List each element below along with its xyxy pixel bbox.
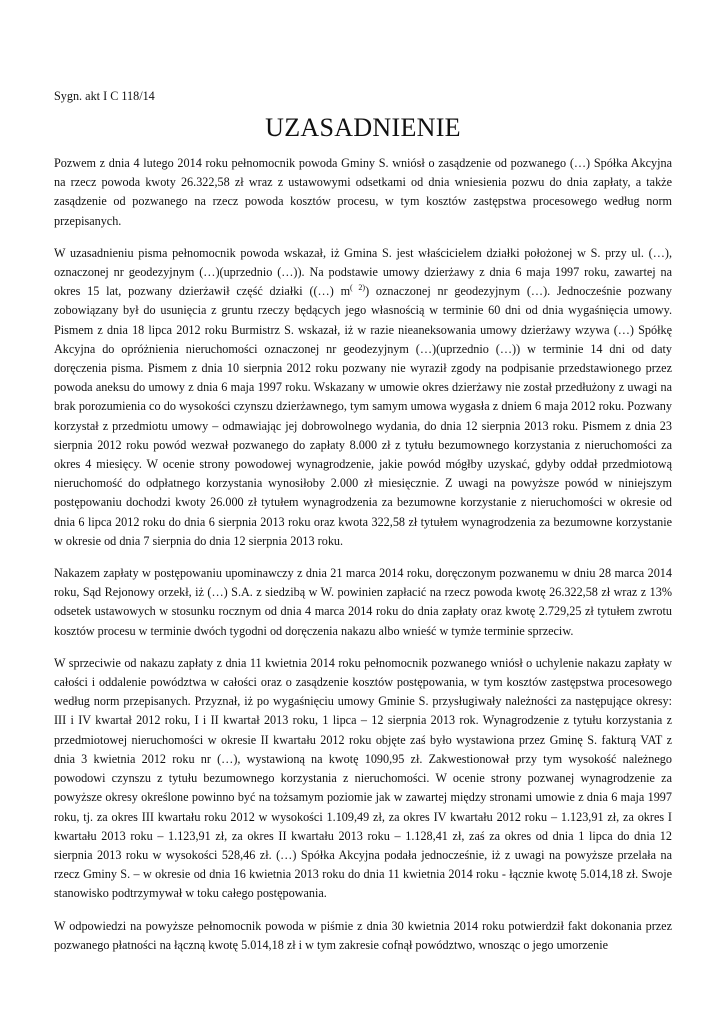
case-signature: Sygn. akt I C 118/14 [54, 89, 155, 103]
paragraph-2 [54, 244, 672, 551]
document-title: UZASADNIENIE [265, 113, 461, 142]
paragraph-2-part-1: W uzasadnieniu pisma pełnomocnik powoda wskazał, iż Gmina S. jest właścicielem działki położonej w S. przy ul. (…), oznaczonej nr geodezyjnym (…)(uprzednio (…)). Na podstawie umowy dzierżawy z dnia 6 maja 1997 roku, zawartej na okres 15 lat, pozwany dzierżawił część działki ((…) m [54, 245, 672, 299]
paragraph-3: Nakazem zapłaty w postępowaniu upominawczy z dnia 21 marca 2014 roku, doręczonym pozwanemu w dniu 28 marca 2014 roku, Sąd Rejonowy orzekł, iż (…) S.A. z siedzibą w W. powinien zapłacić na rzecz powoda kwotę 26.322,58 zł wraz z 13% odsetek ustawowych w stosunku rocznym od dnia 4 marca 2014 roku do dnia zapłaty oraz kwotę 2.729,25 zł tytułem zwrotu kosztów procesu w terminie dwóch tygodni od doręczenia nakazu albo wnieść w tymże terminie sprzeciw. [54, 566, 672, 638]
paragraph-1: Pozwem z dnia 4 lutego 2014 roku pełnomocnik powoda Gminy S. wniósł o zasądzenie od pozwanego (…) Spółka Akcyjna na rzecz powoda kwoty 26.322,58 zł wraz z ustawowymi odsetkami od dnia wniesienia pozwu do dnia zapłaty, a także zasądzenie od pozwanego na rzecz powoda kosztów procesu, w tym kosztów zastępstwa procesowego według norm przepisanych. [54, 156, 672, 228]
paragraph-4: W sprzeciwie od nakazu zapłaty z dnia 11 kwietnia 2014 roku pełnomocnik pozwanego wniósł o uchylenie nakazu zapłaty w całości i oddalenie powództwa w całości oraz o zasądzenie kosztów postępowania, w tym kosztów zastępstwa procesowego według norm przepisanych. Przyznał, iż po wygaśnięciu umowy Gminie S. przysługiwały należności za następujące okresy: III i IV kwartał 2012 roku, I i II kwartał 2013 roku, 1 lipca – 12 sierpnia 2013 rok. Wynagrodzenie z tytułu korzystania z przedmiotowej nieruchomości w okresie II kwartału 2012 roku objęte zaś było wystawiona przez Gminę S. fakturą VAT z dnia 3 kwietnia 2012 roku nr (…), wystawioną na kwotę 1090,95 zł. Zakwestionował przy tym wysokość należnego powodowi czynszu z tytułu bezumownego korzystania z nieruchomości. W ocenie strony pozwanej wynagrodzenie za powyższe okresy określone powinno być na tożsamym poziomie jak w zawartej między stronami umowie z dnia 6 maja 1997 roku, tj. za okres III kwartału roku 2012 w wysokości 1.109,49 zł, za okres IV kwartału 2012 roku – 1.123,91 zł, za okres I kwartału 2013 roku – 1.123,91 zł, za okres II kwartału 2013 roku – 1.128,41 zł, zaś za okres od dnia 1 lipca do dnia 12 sierpnia 2013 roku w wysokości 528,46 zł. (…) Spółka Akcyjna podała jednocześnie, iż z uwagi na powyższe przelała na rzecz Gminy S. – w okresie od dnia 16 kwietnia 2013 roku do dnia 11 kwietnia 2014 roku - łącznie kwotę 5.014,18 zł. Swoje stanowisko podtrzymywał w toku całego postępowania. [54, 655, 672, 901]
superscript-2: ( 2) [350, 283, 366, 293]
paragraph-5: W odpowiedzi na powyższe pełnomocnik powoda w piśmie z dnia 30 kwietnia 2014 roku potwierdził fakt dokonania przez pozwanego płatności na łączną kwotę 5.014,18 zł i w tym zakresie cofnął powództwo, wnosząc o jego umorzenie [54, 918, 672, 952]
document-page [54, 88, 672, 968]
paragraph-2-part-2: ) oznaczonej nr geodezyjnym (…). Jednocześnie pozwany zobowiązany był do usunięcia z gruntu rzeczy będących jego własnością w terminie 60 dni od dnia wygaśnięcia umowy. Pismem z dnia 18 lipca 2012 roku Burmistrz S. wskazał, iż w razie nieaneksowania umowy dzierżawy wzywa (…) Spółkę Akcyjna do opróżnienia nieruchomości oznaczonej nr geodezyjnym (…)(uprzednio (…)) w terminie 14 dni od daty doręczenia pisma. Pismem z dnia 10 sierpnia 2012 roku pozwany nie wyraził zgody na podpisanie przedstawionego przez powoda aneksu do umowy z dnia 6 maja 1997 roku. Wskazany w umowie okres dzierżawy nie został przedłużony z uwagi na brak porozumienia co do wysokości czynszu dzierżawnego, tym samym umowa wygasła z dniem 6 maja 2012 roku. Pozwany korzystał z przedmiotu umowy – odmawiając jej dobrowolnego wydania, do dnia 12 sierpnia 2013 roku. Pismem z dnia 23 sierpnia 2012 roku powód wezwał pozwanego do zapłaty 8.000 zł z tytułu bezumownego korzystania z nieruchomości za okres 4 miesięcy. W ocenie strony powodowej wynagrodzenie, jakie powód mógłby uzyskać, gdyby oddał przedmiotową nieruchomość do odpłatnego korzystania wynosiłoby 2.000 zł miesięcznie. Z uwagi na powyższe powód w niniejszym postępowaniu dochodzi kwoty 26.000 zł tytułem wynagrodzenia za bezumowne korzystanie z nieruchomości w okresie od dnia 6 lipca 2012 roku do dnia 6 sierpnia 2013 roku oraz kwota 322,58 zł tytułem wynagrodzenia za bezumowne korzystanie w okresie od dnia 7 sierpnia do dnia 12 sierpnia 2013 roku. [54, 284, 672, 548]
